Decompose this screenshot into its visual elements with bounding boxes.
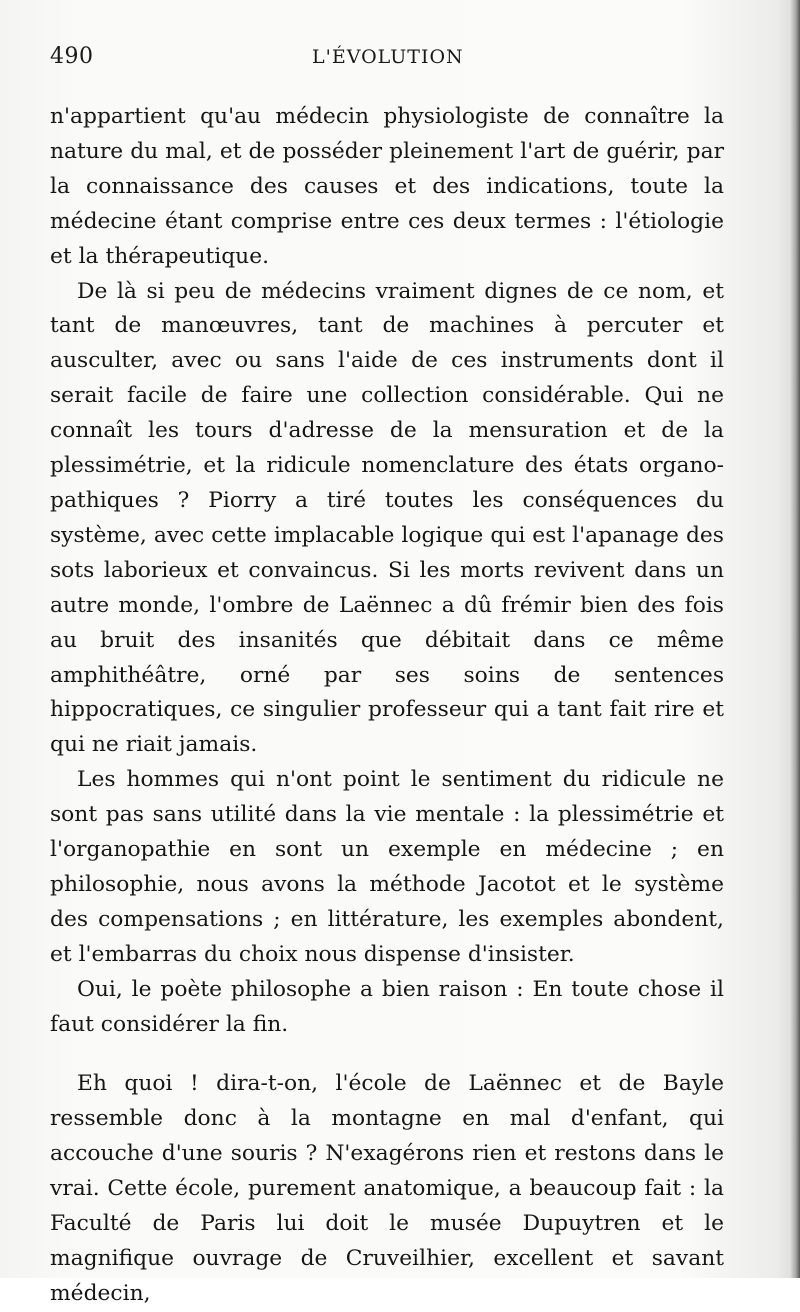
paragraph: Eh quoi ! dira-t-on, l'école de Laënnec et de Bayle ressemble donc à la montagne en mal d'enfant, qui accouche d'une souris ? N'exagérons rien et restons dans le vrai. Cette école, purement anatomique, a beaucoup fait : la Faculté de Paris lui doit le musée Dupuytren et le magnifique ouvrage de Cruveilhier, excellent et savant médecin,: [50, 1071, 724, 1306]
page-body: [50, 100, 724, 1312]
paragraph: Les hommes qui n'ont point le sentiment du ridicule ne sont pas sans utilité dans la vie mentale : la plessimétrie et l'organopathie en sont un exemple en médecine ; en philosophie, nous avons la méthode Jacotot et le système des compensations ; en littérature, les exemples abondent, et l'embarras du choix nous dispense d'insister.: [50, 767, 724, 967]
paragraph-continuation: n'appartient qu'au médecin physiologiste de connaître la nature du mal, et de posséder pleinement l'art de guérir, par la connaissance des causes et des indications, toute la médecine étant comprise entre ces deux termes : l'étiologie et la thérapeutique.: [50, 104, 724, 269]
running-head: L'ÉVOLUTION: [312, 46, 464, 68]
paragraph: Oui, le poète philosophe a bien raison : En toute chose il faut considérer la fin.: [50, 976, 724, 1037]
paragraph: De là si peu de médecins vraiment dignes de ce nom, et tant de manœuvres, tant de machines à percuter et ausculter, avec ou sans l'aide de ces instruments dont il serait facile de faire une collection considérable. Qui ne connaît les tours d'adresse de la mensuration et de la plessimétrie, et la ridicule nomenclature des états organo-pathiques ? Piorry a tiré toutes les conséquences du système, avec cette implacable logique qui est l'apanage des sots laborieux et convaincus. Si les morts revivent dans un autre monde, l'ombre de Laënnec a dû frémir bien des fois au bruit des insanités que débitait dans ce même amphithéâtre, orné par ses soins de sentences hippocratiques, ce singulier professeur qui a tant fait rire et qui ne riait jamais.: [50, 278, 724, 758]
page-header: [50, 44, 724, 84]
page-number: 490: [50, 44, 94, 69]
page-edge-shadow: [790, 0, 800, 1278]
